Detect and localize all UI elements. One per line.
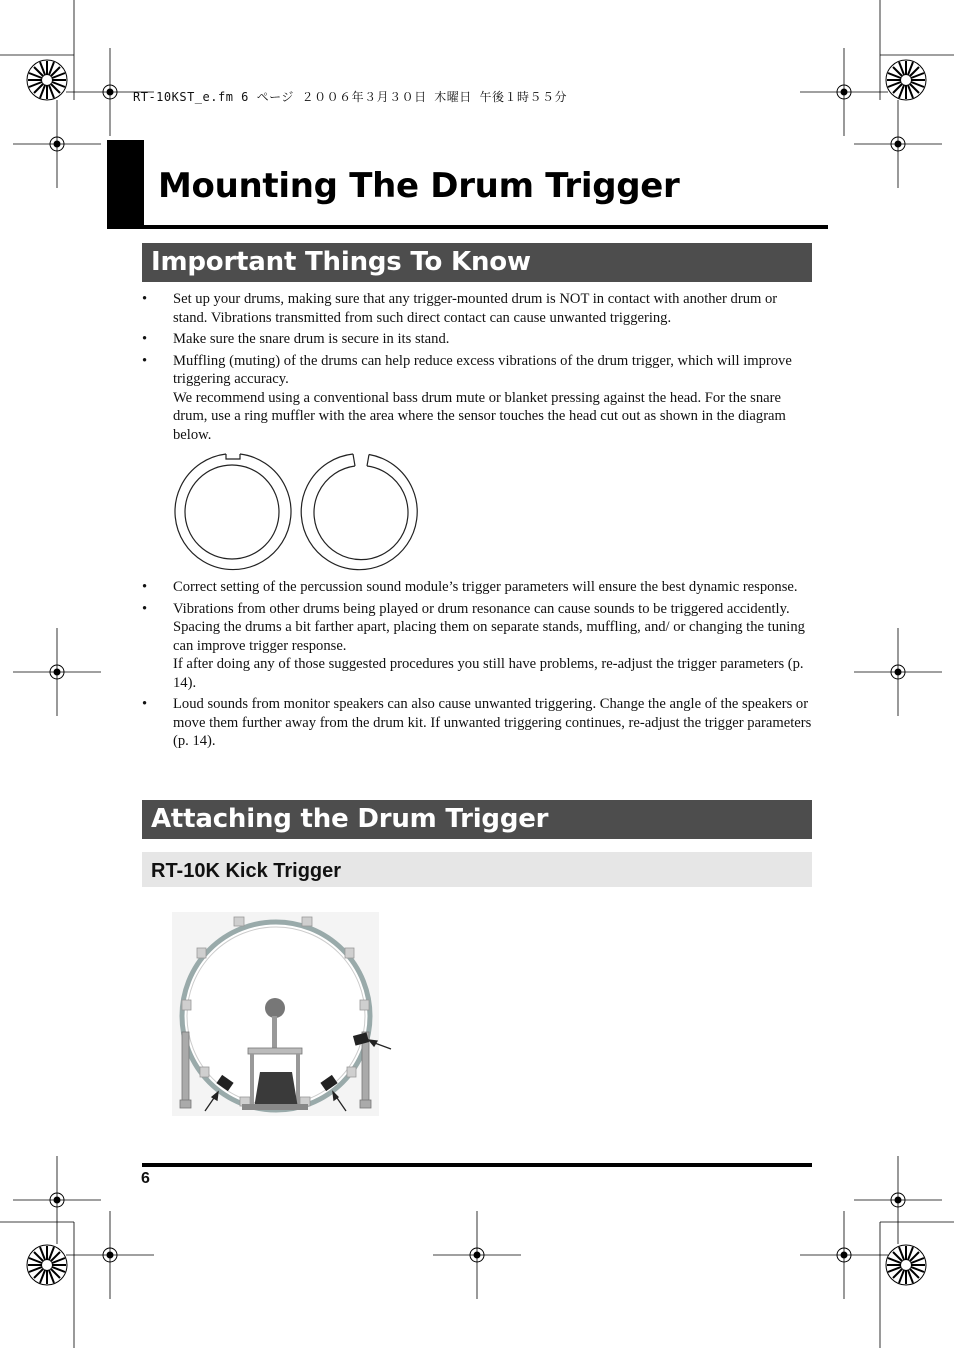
crosshair-icon <box>433 1211 521 1299</box>
title-accent-bar <box>107 140 144 228</box>
ring-muffler-diagram <box>170 448 426 574</box>
registration-star-icon <box>27 60 67 100</box>
kick-trigger-illustration <box>172 912 392 1116</box>
bullet-icon: • <box>142 579 148 595</box>
page-number: 6 <box>141 1170 150 1187</box>
registration-star-icon <box>886 1245 926 1285</box>
list-item: • Loud sounds from monitor speakers can also cause unwanted triggering. Change the angle of the speakers or move them further away from the drum kit. If unwanted triggering continues, re-adjust the trigger parameters (p. 14). <box>142 696 812 749</box>
section-heading-attaching: Attaching the Drum Trigger <box>142 800 812 839</box>
bullet-icon: • <box>142 696 148 712</box>
bullet-icon: • <box>142 352 148 369</box>
list-item: • Set up your drums, making sure that any trigger-mounted drum is NOT in contact with another drum or stand. Vibrations transmitted from such direct contact can cause unwanted triggering. <box>142 291 778 326</box>
crosshair-icon <box>800 1211 888 1299</box>
bullet-icon: • <box>142 291 148 307</box>
footer-rule <box>142 1163 812 1167</box>
title-rule <box>107 225 828 229</box>
crosshair-icon <box>13 628 101 716</box>
crosshair-icon <box>854 628 942 716</box>
bullet-list-bottom <box>142 578 814 754</box>
registration-star-icon <box>27 1245 67 1285</box>
bullet-list-top <box>142 290 814 447</box>
crosshair-icon <box>854 100 942 188</box>
crosshair-icon <box>13 100 101 188</box>
crosshair-icon <box>13 1156 101 1244</box>
registration-star-icon <box>886 60 926 100</box>
page-title: Mounting The Drum Trigger <box>158 166 680 206</box>
crosshair-icon <box>854 1156 942 1244</box>
file-info-header: RT-10KST_e.fm 6 ページ ２００６年３月３０日 木曜日 午後１時５５分 <box>133 90 568 104</box>
list-item: • Muffling (muting) of the drums can help reduce excess vibrations of the drum trigger, which will improve triggering accuracy. We recommend using a conventional bass drum mute or blanket pressing against the head. For the snare drum, use a ring muffler with the area where the sensor touches the head cut out as shown in the diagram below. <box>142 352 792 443</box>
crosshair-icon <box>66 1211 154 1299</box>
bullet-icon: • <box>142 331 148 347</box>
subsection-heading-kick: RT-10K Kick Trigger <box>142 852 812 887</box>
list-item: • Make sure the snare drum is secure in its stand. <box>142 331 450 347</box>
list-item: • Correct setting of the percussion sound module’s trigger parameters will ensure the best dynamic response. <box>142 579 798 595</box>
bullet-icon: • <box>142 600 148 617</box>
section-heading-important: Important Things To Know <box>142 243 812 282</box>
list-item: • Vibrations from other drums being played or drum resonance can cause sounds to be triggered accidently. Spacing the drums a bit farther apart, placing them on separate stands, muffling, and/ or changing the tuning can improve trigger response. If after doing any of those suggested procedures you still have problems, re-adjust the trigger parameters (p. 14). <box>142 600 805 691</box>
crosshair-icon <box>800 48 888 136</box>
